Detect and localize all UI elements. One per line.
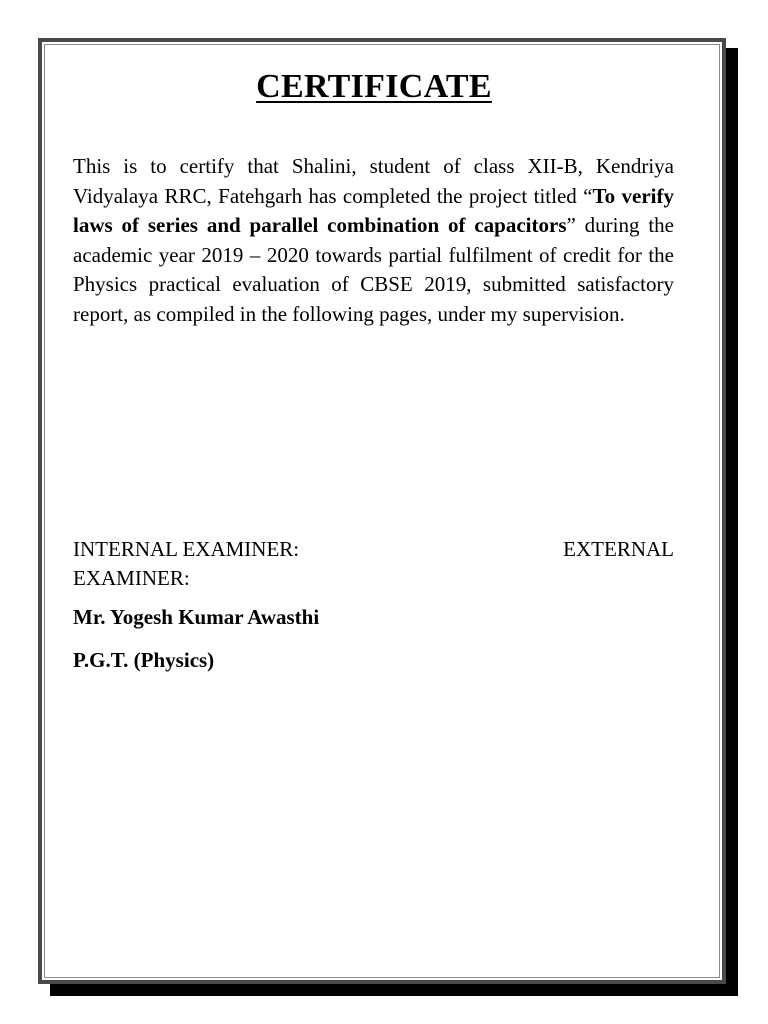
internal-examiner-label: INTERNAL EXAMINER: [73,537,300,561]
examiner-name: Mr. Yogesh Kumar Awasthi [73,605,320,629]
body-text-intro: This is to certify that Shalini, student of class XII-B, Kendriya Vidyalaya RRC, Fatehgarh has completed the project titled “ [73,154,674,208]
examiner-designation: P.G.T. (Physics) [73,648,215,672]
examiners-section [73,535,674,593]
external-examiner-label-continued: EXAMINER: [73,566,190,590]
body-text-rest: ” during the academic year 2019 – 2020 towards partial fulfilment of credit for the Physics practical evaluation of CBSE 2019, submitted satisfactory report, as compiled in the following pages, under my supervision. [73,213,674,326]
project-title: To verify laws of series and parallel combination of capacitors [73,183,674,237]
examiner-labels-row [73,535,674,564]
certificate-title: CERTIFICATE [256,68,492,105]
external-examiner-label: EXTERNAL [563,537,674,561]
certificate-body [73,152,674,329]
